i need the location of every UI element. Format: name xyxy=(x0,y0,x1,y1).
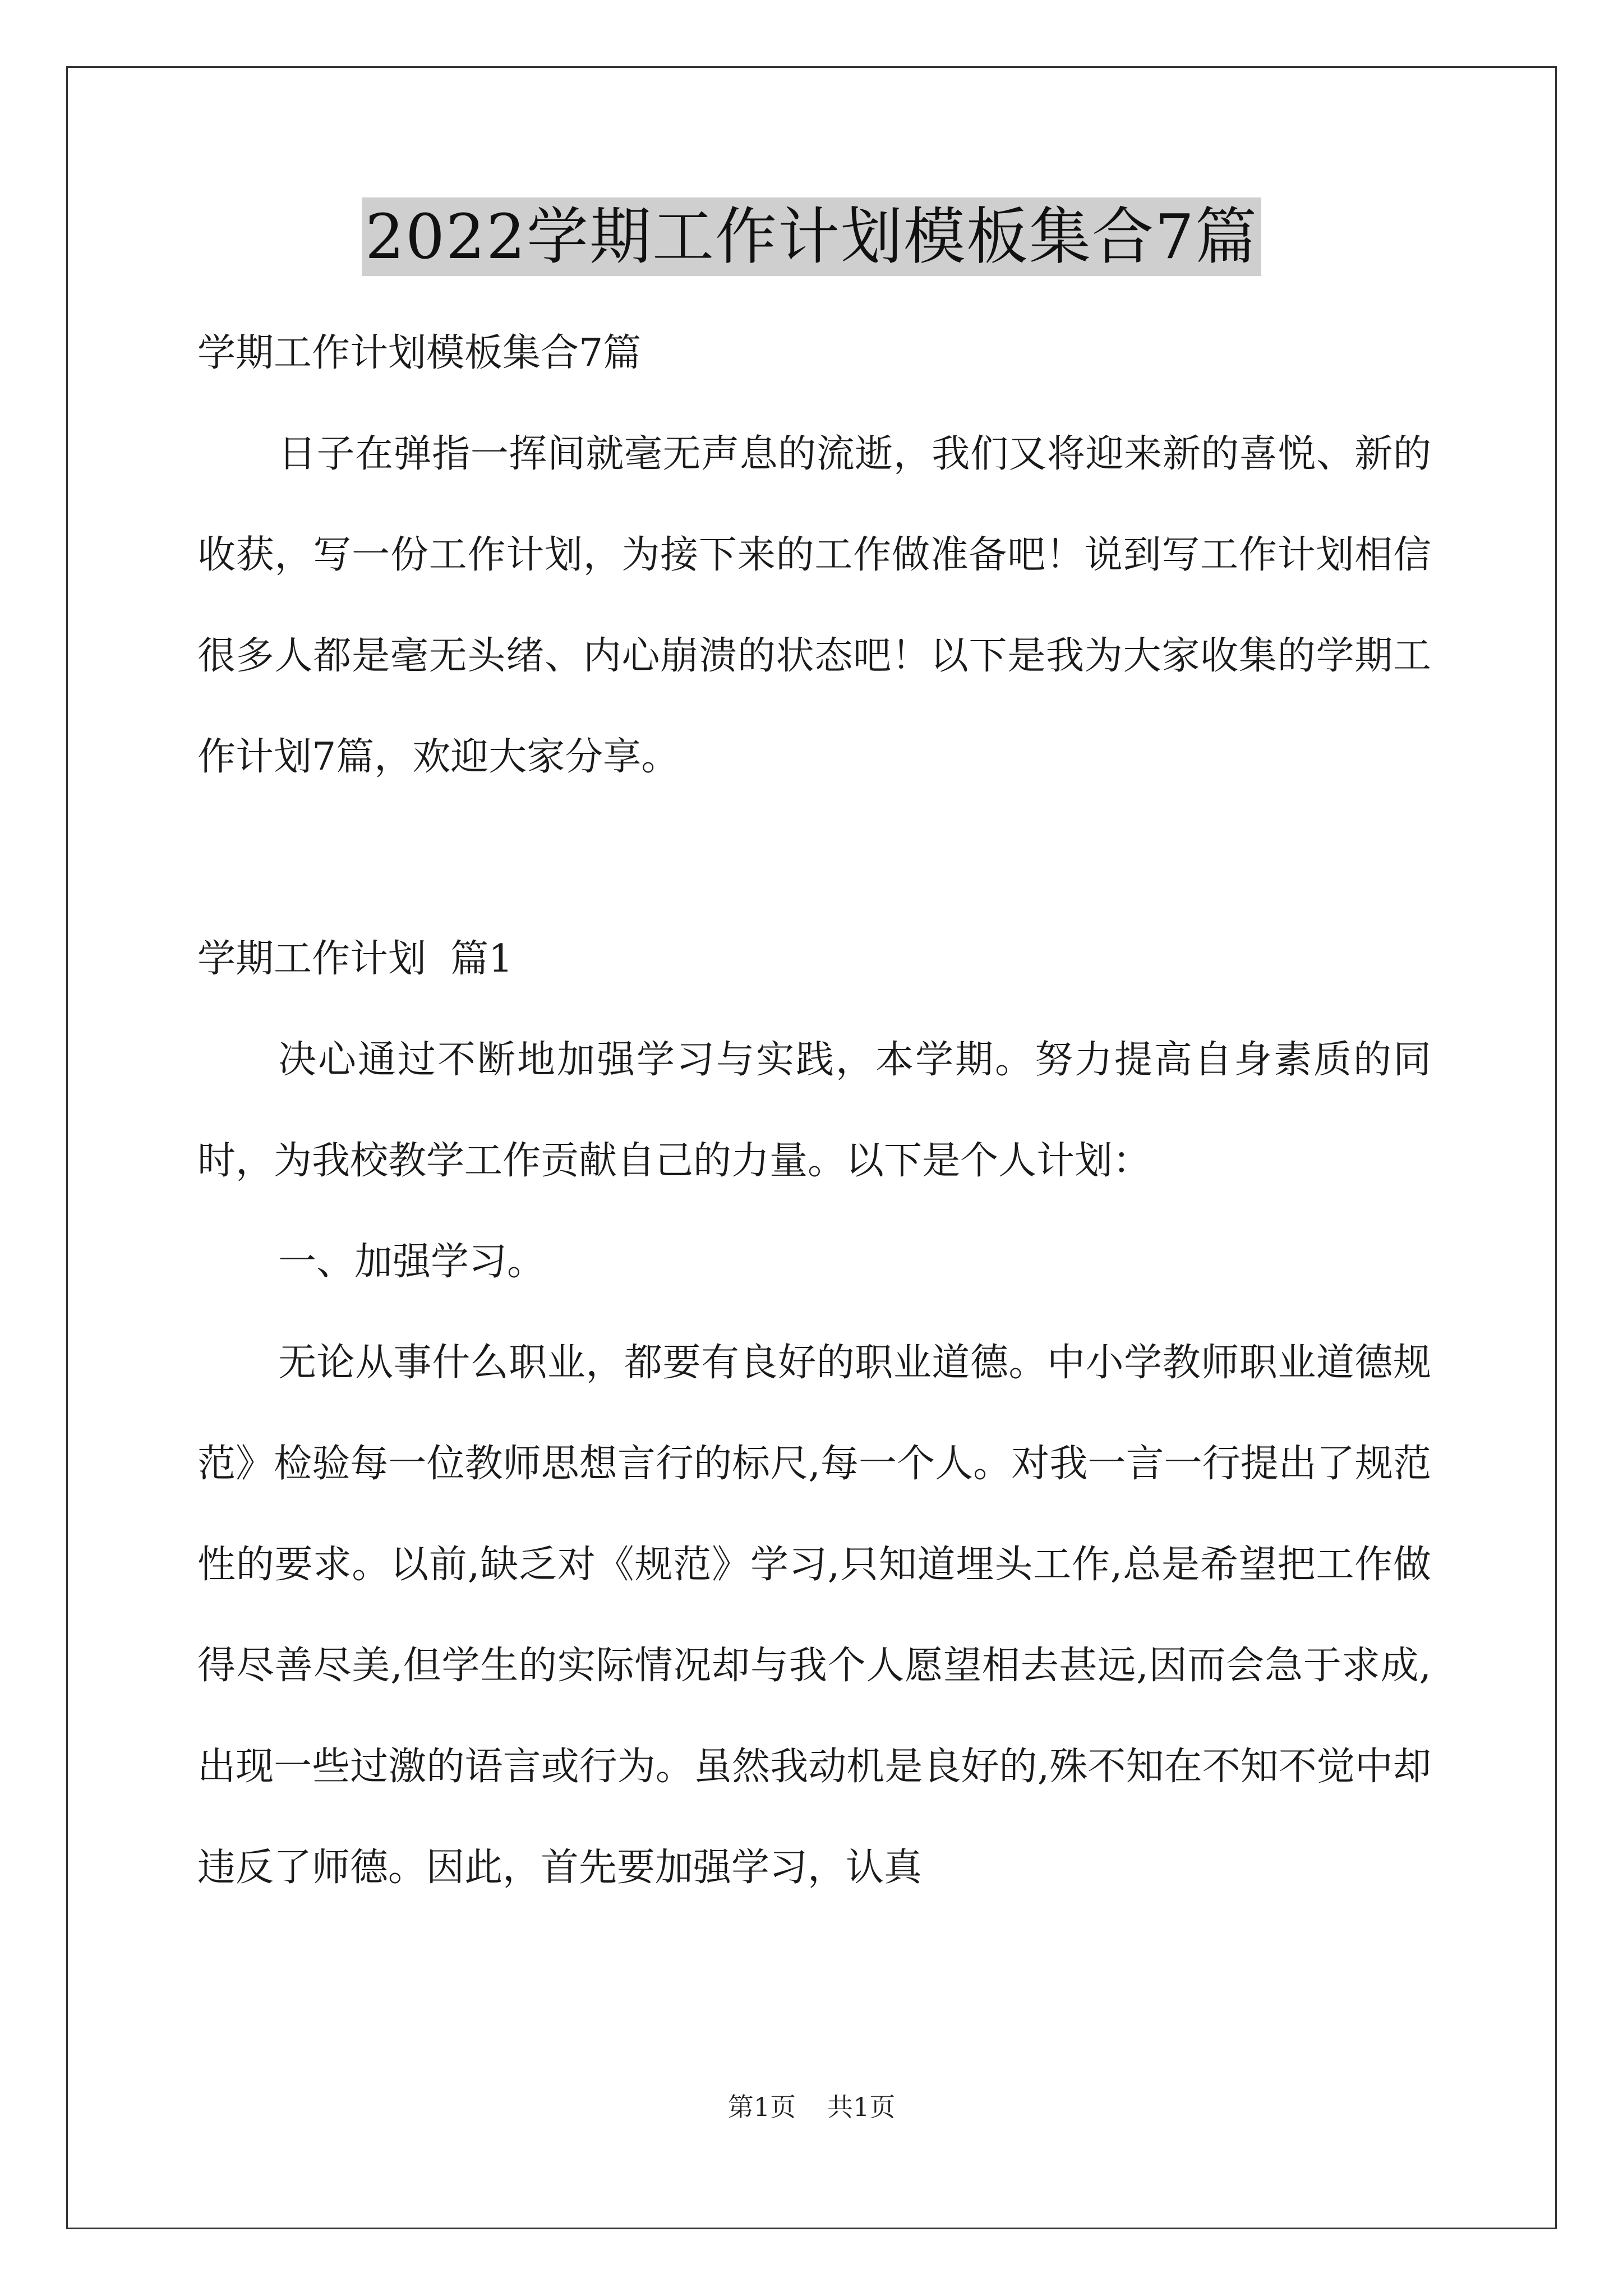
page-number: 第1页 xyxy=(727,2092,796,2122)
body-paragraph-1: 决心通过不断地加强学习与实践，本学期。努力提高自身素质的同时，为我校教学工作贡献自己的力量。以下是个人计划： xyxy=(197,1038,1431,1183)
body-paragraph-2: 一、加强学习。 xyxy=(278,1240,546,1284)
document-title: 2022学期工作计划模板集合7篇 xyxy=(362,197,1261,276)
page-total: 共1页 xyxy=(827,2092,896,2122)
paragraph-gap xyxy=(197,808,1431,909)
title-container xyxy=(0,197,1623,276)
section-heading: 学期工作计划 篇1 xyxy=(197,937,513,981)
page-footer xyxy=(0,2087,1623,2124)
body-paragraph-3: 无论从事什么职业，都要有良好的职业道德。中小学教师职业道德规范》检验每一位教师思想言行的标尺,每一个人。对我一言一行提出了规范性的要求。以前,缺乏对《规范》学习,只知道埋头工作,总是希望把工作做得尽善尽美,但学生的实际情况却与我个人愿望相去甚远,因而会急于求成,出现一些过激的语言或行为。虽然我动机是良好的,殊不知在不知不觉中却违反了师德。因此，首先要加强学习，认真 xyxy=(197,1341,1431,1890)
intro-paragraph: 日子在弹指一挥间就毫无声息的流逝，我们又将迎来新的喜悦、新的收获，写一份工作计划，为接下来的工作做准备吧！说到写工作计划相信很多人都是毫无头绪、内心崩溃的状态吧！以下是我为大家收集的学期工作计划7篇，欢迎大家分享。 xyxy=(197,432,1431,779)
document-body xyxy=(197,303,1431,1918)
document-subtitle: 学期工作计划模板集合7篇 xyxy=(197,331,642,375)
